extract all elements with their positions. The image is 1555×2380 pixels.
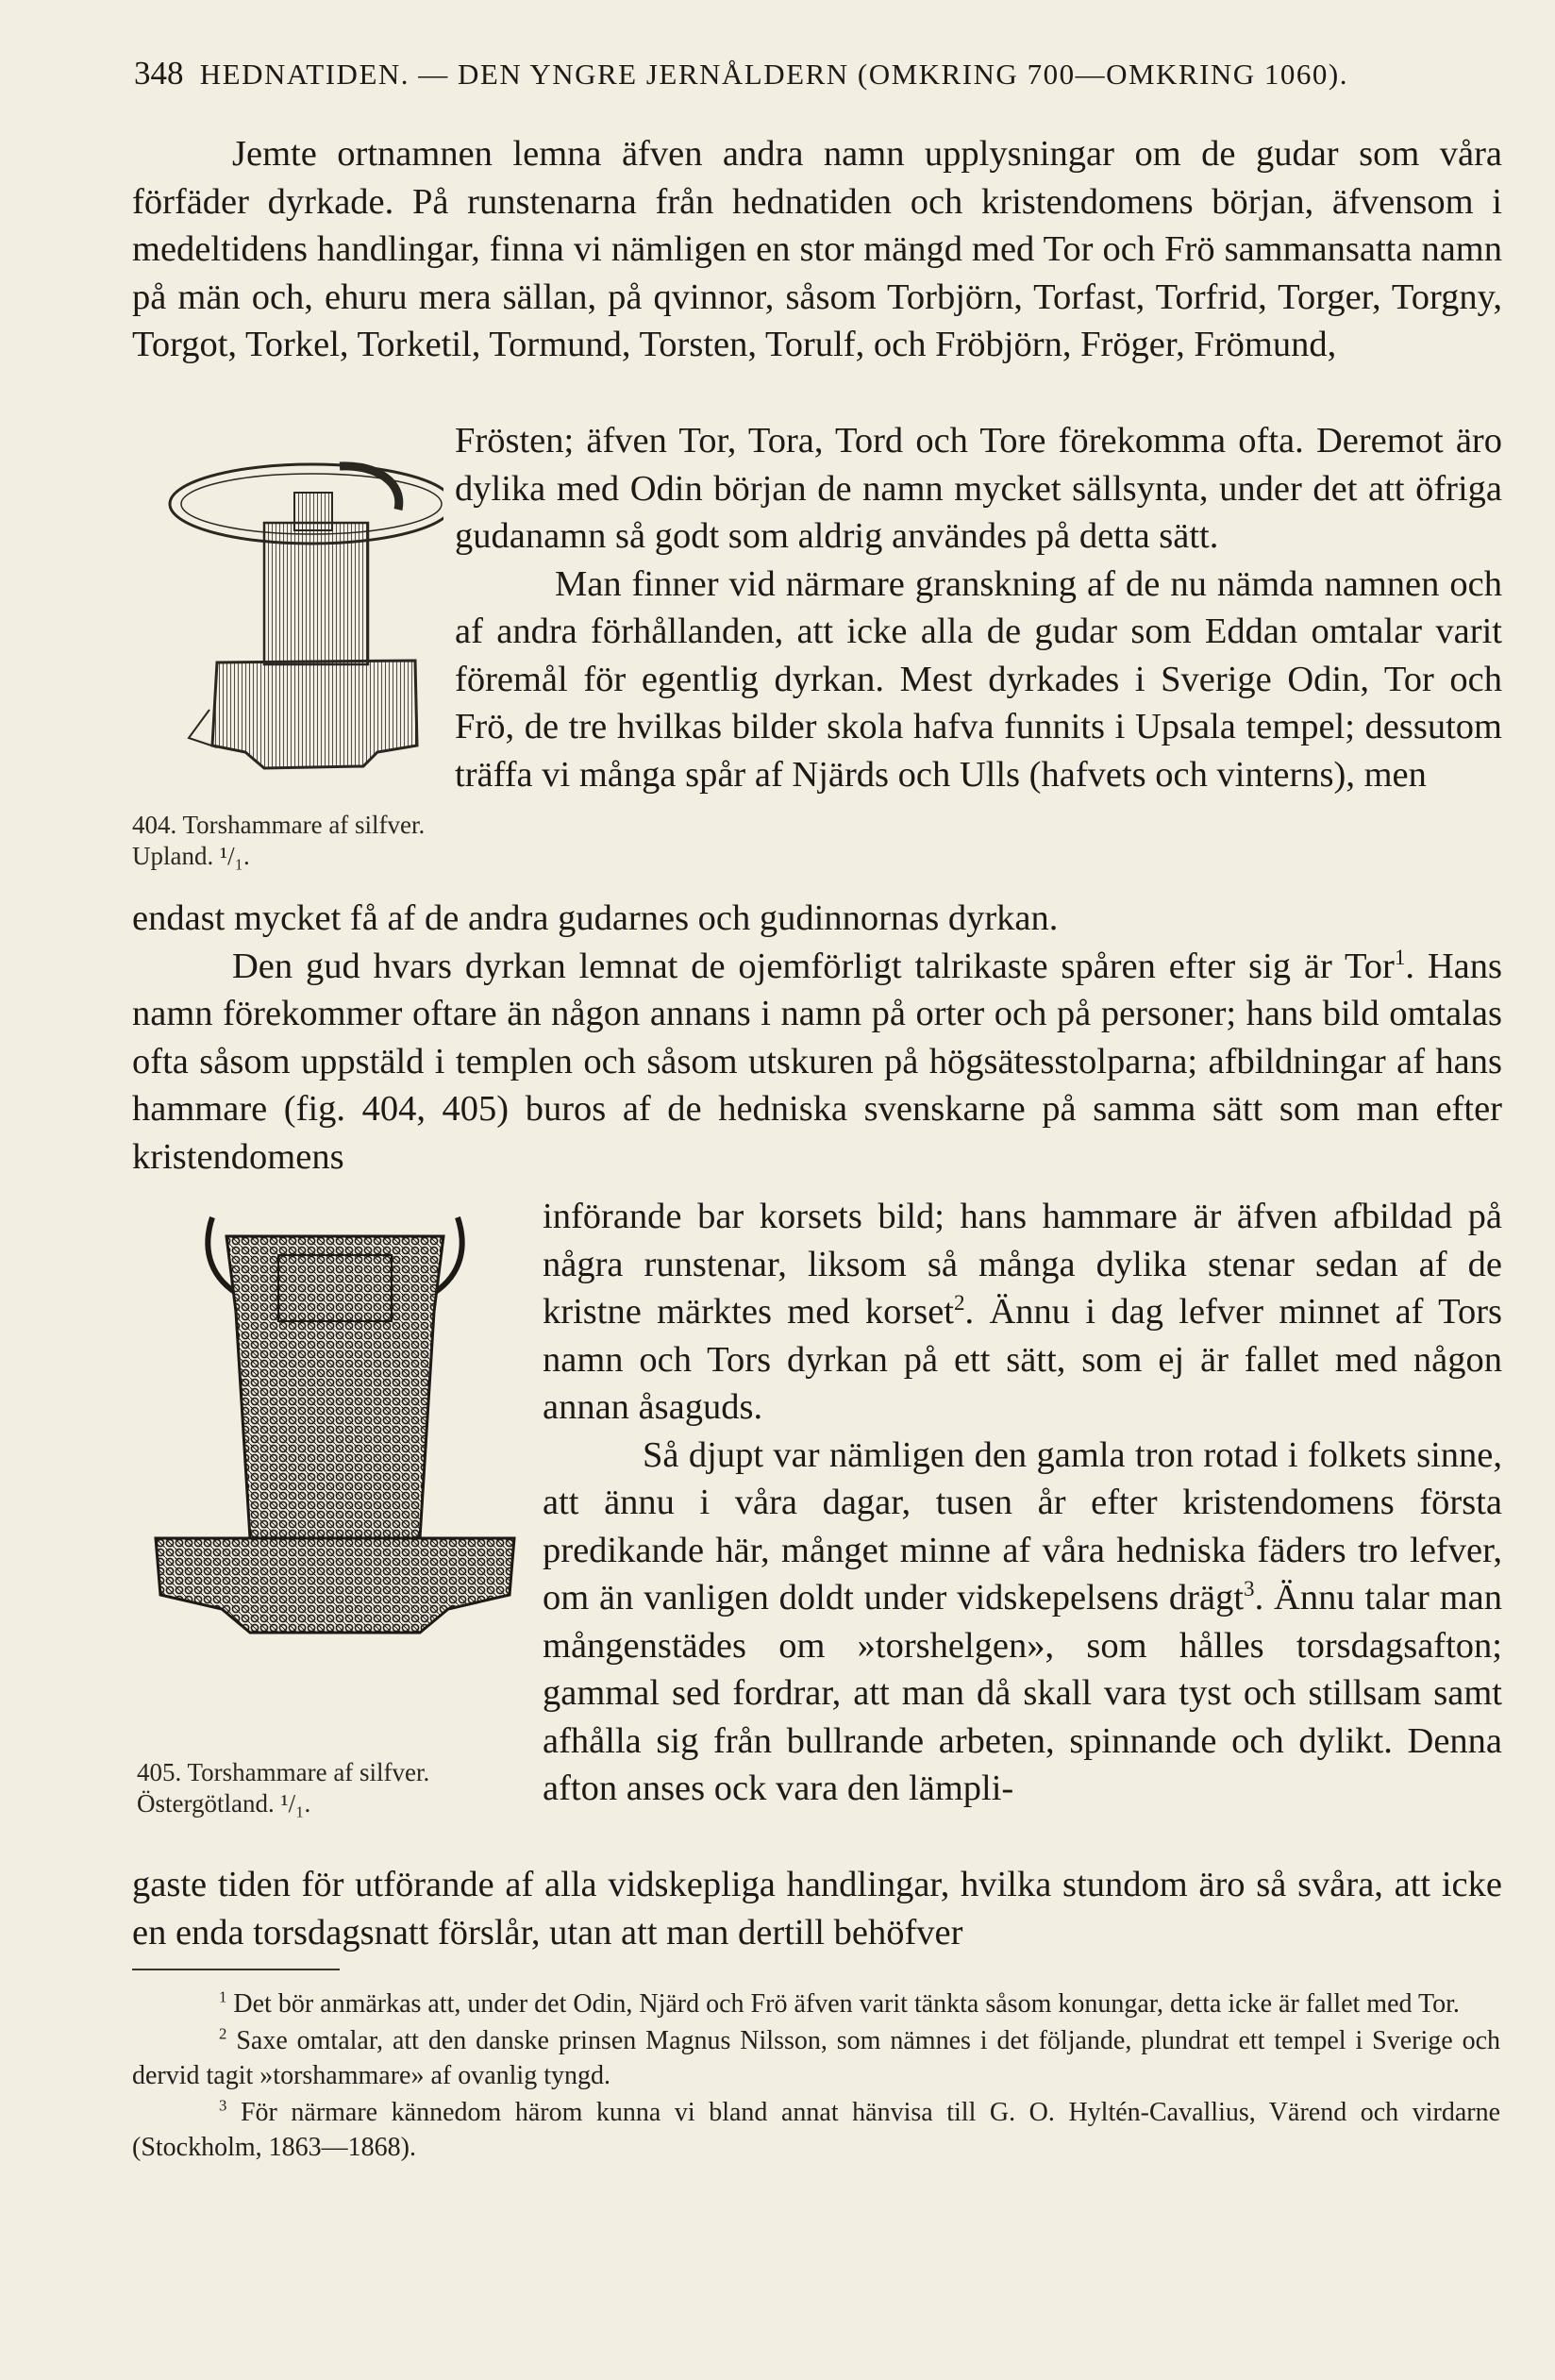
page-number: 348 <box>134 55 184 92</box>
paragraph-3-continued <box>543 1193 1502 1813</box>
paragraph-3-part-b: . Hans namn förekommer oftare än någon annans i namn på orter och på personer; hans bild omtalas ofta såsom uppstäld i templen och såsom utskuren på högsätesstolparna; afbildningar af hans hammare (fig. 404, 405) buros af de hedniska svenskarne på samma sätt som man efter kristendomens <box>132 946 1503 1177</box>
paragraph-4-end <box>132 1861 1502 1956</box>
footnote-3-text: För närmare kännedom härom kunna vi bland annat hänvisa till G. O. Hyltén-Cavallius, Värend och virdarne (Stockholm, 1863—1868). <box>132 2098 1500 2162</box>
paragraph-1-continued <box>455 417 1502 798</box>
footnote-ref-2[interactable]: 2 <box>953 1290 965 1316</box>
paragraph-4-text <box>543 1432 1502 1813</box>
footnote-rule <box>132 1969 340 1970</box>
footnote-1-number: 1 <box>219 1987 227 2006</box>
paragraph-4-part-b: . Ännu talar man mångenstädes om »torshelgen», som hålles torsdagsafton; gammal sed fordrar, att man då skall vara tyst och stillsam samt afhålla sig från bullrande arbeten, spinnande och dylikt. Denna afton anses ock vara den lämpli- <box>543 1578 1502 1808</box>
paragraph-1 <box>132 130 1502 369</box>
paragraph-2-end-text: endast mycket få af de andra gudarnes och gudinnornas dyrkan. <box>132 898 1059 938</box>
footnote-2-text: Saxe omtalar, att den danske prinsen Magnus Nilsson, som nämnes i det följande, plundrat ett tempel i Sverige och dervid tagit »torshammare» af ovanlig tyngd. <box>132 2026 1501 2090</box>
footnote-ref-1[interactable]: 1 <box>1394 944 1406 969</box>
paragraph-2-text: Man finner vid närmare granskning af de nu nämda namnen och af andra förhållanden, att icke alla de gudar som Eddan omtalar varit föremål för egentlig dyrkan. Mest dyrkades i Sverige Odin, Tor och Frö, de tre hvilkas bilder skola hafva funnits i Upsala tempel; dessutom träffa vi många spår af Njärds och Ulls (hafvets och vinterns), men <box>455 563 1502 795</box>
paragraph-1-text: Jemte ortnamnen lemna äfven andra namn upplysningar om de gudar som våra förfäder dyrkade. På runstenarna från hednatiden och kristendomens början, äfvensom i medeltidens handlingar, finna vi nämligen en stor mängd med Tor och Frö sammansatta namn på män och, ehuru mera sällan, på qvinnor, såsom Torbjörn, Torfast, Torfrid, Torger, Torgny, Torgot, Torkel, Torketil, Tormund, Torsten, Torulf, och Fröbjörn, Fröger, Frömund, <box>132 134 1502 364</box>
footnotes <box>132 1986 1500 2167</box>
figure-404 <box>151 427 443 804</box>
figure-404-caption: 404. Torshammare af silfver. Upland. ¹/₁. <box>132 811 426 870</box>
paragraph-3-cont-part-b: . Ännu i dag lefver minnet af Tors namn och Tors dyrkan på ett sätt, som ej är fallet med någon annan åsaguds. <box>543 1292 1502 1427</box>
footnote-ref-3[interactable]: 3 <box>1244 1576 1255 1601</box>
paragraph-3-text <box>132 943 1502 1182</box>
running-header <box>134 55 1502 92</box>
paragraph-3-continued-text <box>543 1193 1502 1432</box>
paragraph-3-part-a: Den gud hvars dyrkan lemnat de ojemförligt talrikaste spåren efter sig är Tor <box>232 946 1395 986</box>
paragraph-4-end-text: gaste tiden för utförande af alla vidskepliga handlingar, hvilka stundom äro så svåra, att icke en enda torsdagsnatt förslår, utan att man dertill behöfver <box>132 1865 1502 1953</box>
paragraph-4-part-a: Så djupt var nämligen den gamla tron rotad i folkets sinne, att ännu i våra dagar, tusen år efter kristendomens första predikande här, månget minne af våra hedniska fäders tro lefver, om än vanligen doldt under vidskepelsens drägt <box>543 1434 1502 1617</box>
footnote-1-text: Det bör anmärkas att, under det Odin, Njärd och Frö äfven varit tänkta såsom konungar, detta icke är fallet med Tor. <box>233 1989 1460 2019</box>
footnote-3-number: 3 <box>219 2096 227 2115</box>
thor-hammer-silver-illustration <box>151 427 443 804</box>
running-title: HEDNATIDEN. — DEN YNGRE JERNÅLDERN (OMKRING 700—OMKRING 1060). <box>199 58 1348 91</box>
footnote-3 <box>132 2095 1500 2165</box>
footnote-2-number: 2 <box>219 2024 227 2043</box>
paragraph-2-end <box>132 895 1502 1181</box>
thor-hammer-ostergotland-illustration <box>137 1180 533 1746</box>
figure-405-caption: 405. Torshammare af silfver. Östergötland. ¹/₁. <box>137 1758 430 1818</box>
footnote-1 <box>132 1986 1500 2021</box>
paragraph-1-continued-text: Frösten; äfven Tor, Tora, Tord och Tore förekomma ofta. Deremot äro dylika med Odin början de namn mycket sällsynta, under det att öfriga gudanamn så godt som aldrig användes på detta sätt. <box>455 421 1502 556</box>
figure-405 <box>137 1180 533 1746</box>
footnote-2 <box>132 2023 1500 2093</box>
paragraph-3-cont-part-a: införande bar korsets bild; hans hammare är äfven afbildad på några runstenar, liksom så många dylika stenar sedan af de kristne märktes med korset <box>543 1197 1502 1332</box>
